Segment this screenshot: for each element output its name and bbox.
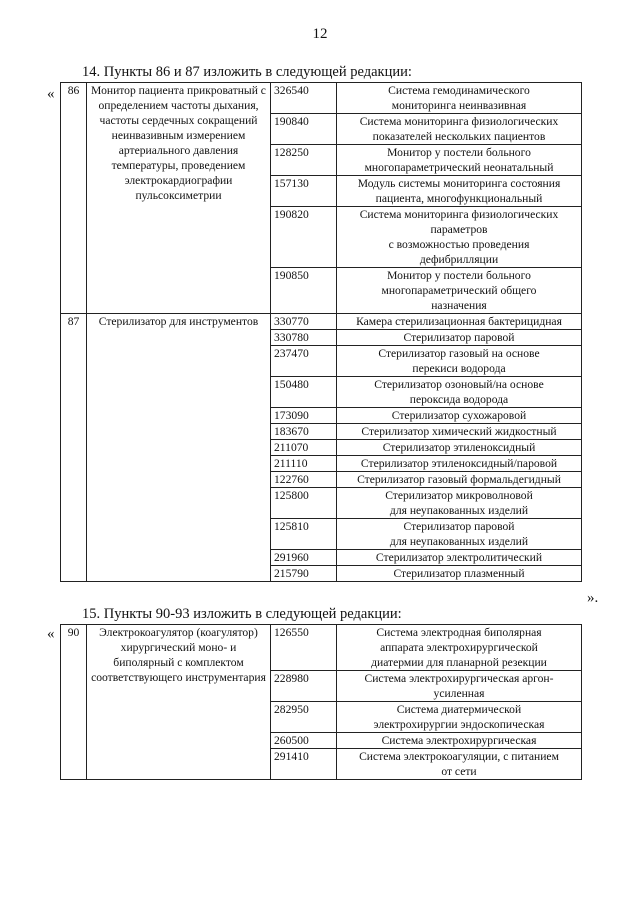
device-code: 173090 <box>271 408 337 424</box>
device-kind-line: Система мониторинга физиологических <box>359 115 559 128</box>
device-kind-line: Стерилизатор сухожаровой <box>391 409 527 422</box>
device-kind-line: для неупакованных изделий <box>389 535 529 548</box>
device-kind-line: Стерилизатор этиленоксидный <box>382 441 536 454</box>
device-kind-line: параметров <box>430 223 488 236</box>
device-kind <box>337 456 582 472</box>
device-kind <box>337 408 582 424</box>
device-code: 126550 <box>271 625 337 671</box>
device-kind-line: Система электрохирургическая аргон- <box>364 672 554 685</box>
device-kind-line: Система электрокоагуляции, с питанием <box>359 750 559 763</box>
device-kind <box>337 519 582 550</box>
section-14-heading: 14. Пункты 86 и 87 изложить в следующей редакции: <box>82 64 412 80</box>
device-code: 228980 <box>271 671 337 702</box>
device-kind <box>337 377 582 408</box>
device-kind-line: перекиси водорода <box>412 362 506 375</box>
device-code: 122760 <box>271 472 337 488</box>
device-kind <box>337 733 582 749</box>
device-kind-line: Система электрохирургическая <box>381 734 537 747</box>
device-code: 183670 <box>271 424 337 440</box>
device-kind <box>337 702 582 733</box>
device-kind-line: с возможностью проведения <box>388 238 530 251</box>
device-kind-line: дефибрилляции <box>419 253 499 266</box>
table-row <box>61 314 582 330</box>
device-code: 282950 <box>271 702 337 733</box>
device-kind-line: диатермии для планарной резекции <box>371 656 547 669</box>
device-kind <box>337 346 582 377</box>
item-name: Монитор пациента прикроватный с определением частоты дыхания, частоты сердечных сокращений неинвазивным измерением артериального давления температуры, проведением электрокардиографии пульсоксиметрии <box>87 83 271 314</box>
item-number: 87 <box>61 314 87 582</box>
device-code: 125800 <box>271 488 337 519</box>
device-kind <box>337 145 582 176</box>
device-kind-line: Стерилизатор газовый формальдегидный <box>357 473 561 486</box>
device-kind <box>337 625 582 671</box>
device-kind <box>337 472 582 488</box>
device-kind-line: электрохирургии эндоскопическая <box>373 718 545 731</box>
device-kind-line: Модуль системы мониторинга состояния <box>357 177 561 190</box>
device-kind-line: Стерилизатор паровой <box>403 331 515 344</box>
device-code: 326540 <box>271 83 337 114</box>
device-kind <box>337 749 582 780</box>
device-kind-line: Стерилизатор газовый на основе <box>378 347 540 360</box>
device-kind <box>337 268 582 314</box>
device-code: 330770 <box>271 314 337 330</box>
device-kind-line: от сети <box>441 765 477 778</box>
device-code: 211110 <box>271 456 337 472</box>
device-kind-line: Стерилизатор этиленоксидный/паровой <box>360 457 558 470</box>
device-code: 211070 <box>271 440 337 456</box>
device-kind-line: Стерилизатор плазменный <box>393 567 525 580</box>
item-number: 86 <box>61 83 87 314</box>
device-kind-line: пациента, многофункциональный <box>375 192 543 205</box>
device-code: 190820 <box>271 207 337 268</box>
device-kind-line: Система диатермической <box>396 703 522 716</box>
section-14-table-body <box>61 83 582 582</box>
section-14-open-quote: « <box>47 86 55 102</box>
device-kind-line: многопараметрический общего <box>381 284 537 297</box>
device-kind-line: для неупакованных изделий <box>389 504 529 517</box>
device-kind <box>337 488 582 519</box>
device-kind-line: Стерилизатор озоновый/на основе <box>374 378 544 391</box>
device-kind-line: Система гемодинамического <box>388 84 530 97</box>
section-15-heading: 15. Пункты 90-93 изложить в следующей редакции: <box>82 606 402 622</box>
device-kind <box>337 207 582 268</box>
table-row <box>61 83 582 114</box>
device-code: 190840 <box>271 114 337 145</box>
device-code: 128250 <box>271 145 337 176</box>
device-kind <box>337 671 582 702</box>
device-code: 157130 <box>271 176 337 207</box>
device-kind <box>337 114 582 145</box>
section-15-open-quote: « <box>47 626 55 642</box>
device-kind <box>337 176 582 207</box>
device-kind-line: аппарата электрохирургической <box>380 641 538 654</box>
page-number: 12 <box>312 26 328 42</box>
item-number: 90 <box>61 625 87 780</box>
table-row <box>61 625 582 671</box>
device-kind-line: Система мониторинга физиологических <box>359 208 559 221</box>
item-name: Электрокоагулятор (коагулятор) хирургический моно- и биполярный с комплектом соответствующего инструментария <box>87 625 271 780</box>
device-code: 150480 <box>271 377 337 408</box>
device-kind-line: Стерилизатор химический жидкостный <box>361 425 557 438</box>
device-kind <box>337 566 582 582</box>
device-kind-line: Монитор у постели больного <box>387 146 531 159</box>
device-kind-line: Система электродная биполярная <box>376 626 542 639</box>
device-code: 260500 <box>271 733 337 749</box>
device-code: 330780 <box>271 330 337 346</box>
device-kind <box>337 83 582 114</box>
device-code: 291960 <box>271 550 337 566</box>
section-14-table <box>60 82 582 582</box>
device-code: 291410 <box>271 749 337 780</box>
device-kind-line: показателей нескольких пациентов <box>372 130 546 143</box>
section-15-table <box>60 624 582 780</box>
device-code: 215790 <box>271 566 337 582</box>
device-code: 190850 <box>271 268 337 314</box>
device-kind-line: многопараметрический неонатальный <box>364 161 554 174</box>
device-kind-line: Стерилизатор микроволновой <box>385 489 533 502</box>
section-15-table-body <box>61 625 582 780</box>
device-kind-line: усиленная <box>433 687 485 700</box>
device-kind <box>337 330 582 346</box>
device-code: 125810 <box>271 519 337 550</box>
device-kind-line: Стерилизатор электролитический <box>375 551 543 564</box>
device-kind <box>337 314 582 330</box>
device-kind <box>337 424 582 440</box>
device-kind <box>337 440 582 456</box>
device-kind-line: Монитор у постели больного <box>387 269 531 282</box>
device-kind-line: Стерилизатор паровой <box>403 520 515 533</box>
device-kind-line: мониторинга неинвазивная <box>391 99 527 112</box>
device-kind-line: Камера стерилизационная бактерицидная <box>356 315 562 328</box>
device-kind <box>337 550 582 566</box>
item-name: Стерилизатор для инструментов <box>87 314 271 582</box>
device-code: 237470 <box>271 346 337 377</box>
device-kind-line: пероксида водорода <box>409 393 509 406</box>
device-kind-line: назначения <box>431 299 487 312</box>
section-14-close-quote: ». <box>587 590 599 606</box>
